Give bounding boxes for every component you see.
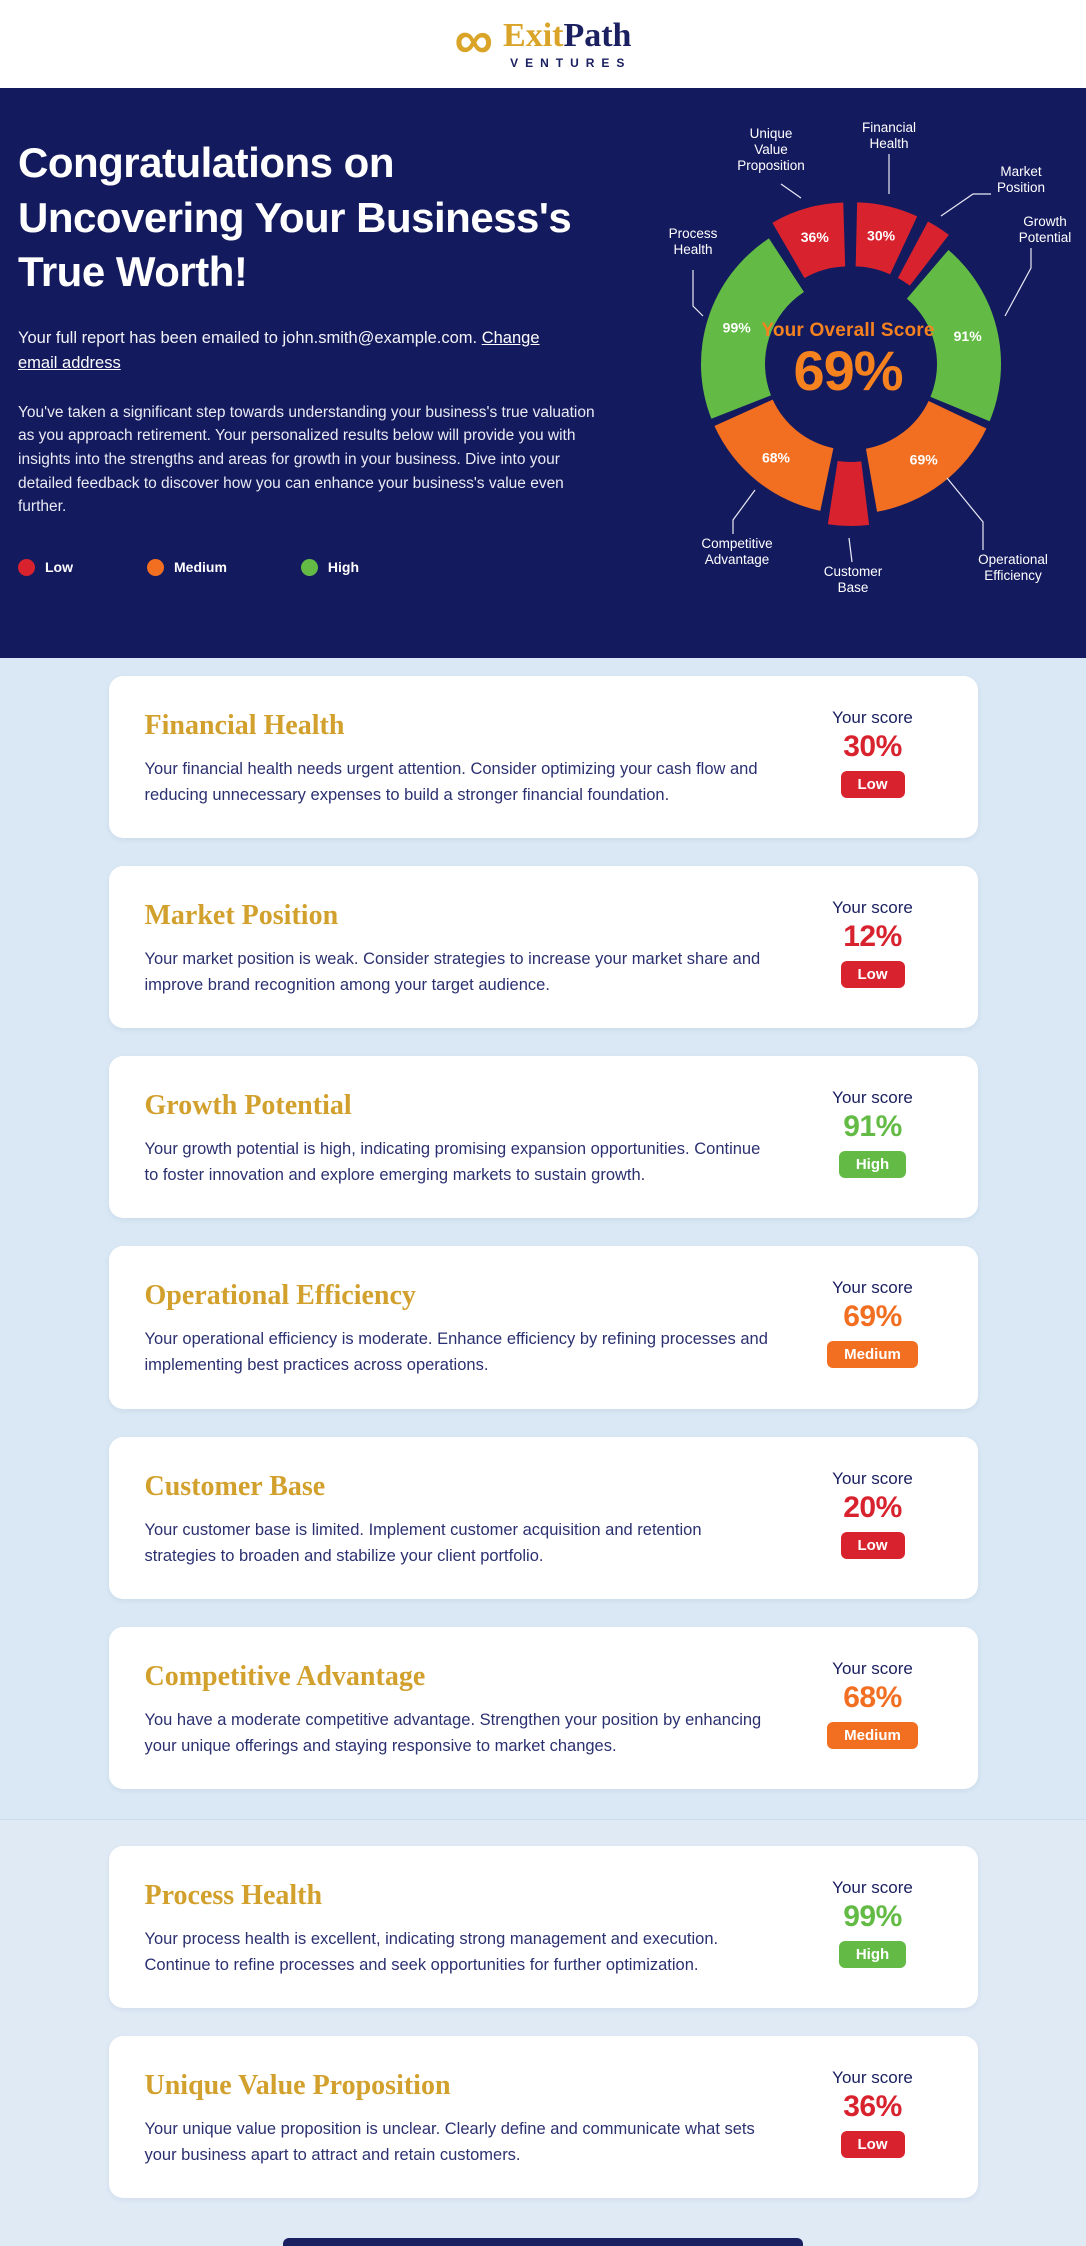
card-description: Your unique value proposition is unclear. Clearly define and communicate what sets your business apart to attract and retain customers.: [144, 2119, 755, 2164]
score-value: 69%: [843, 1300, 902, 1334]
results-section-a: [0, 658, 1086, 1819]
infinity-icon: ∞: [454, 10, 494, 70]
legend-dot-low: [18, 559, 35, 576]
segment-category-label: Market Position: [996, 164, 1046, 195]
card-score-block: [798, 708, 948, 798]
segment-value-label: 91%: [953, 327, 982, 344]
email-note: [18, 326, 578, 377]
score-label: Your score: [832, 1877, 913, 1897]
score-value: 36%: [843, 2089, 902, 2123]
change-email-link[interactable]: Change email address: [18, 328, 540, 373]
label-leader-line: [947, 478, 983, 550]
donut-segment-process-health: [701, 238, 804, 418]
segment-value-label: 36%: [800, 229, 829, 246]
band-badge: High: [839, 1151, 906, 1178]
header: [0, 0, 1086, 88]
band-badge: High: [839, 1941, 906, 1968]
donut-segment-customer-base: [828, 461, 869, 526]
hero-heading: Congratulations on Uncovering Your Business's True Worth!: [18, 139, 572, 296]
card-score-block: [798, 1278, 948, 1368]
score-value: 20%: [843, 1490, 902, 1524]
chart-center-value: 69%: [793, 339, 903, 402]
score-label: Your score: [832, 1468, 913, 1488]
segment-value-label: 30%: [867, 227, 896, 244]
card-title: Growth Potential: [144, 1090, 352, 1122]
card-title: Market Position: [144, 900, 339, 932]
label-leader-line: [733, 490, 755, 534]
card-description: Your growth potential is high, indicating promising expansion opportunities. Continue to foster innovation and explore emerging markets to sustain growth.: [144, 1140, 761, 1185]
label-leader-line: [693, 270, 703, 316]
card-title: Process Health: [144, 1879, 323, 1911]
brand-name-secondary: Path: [563, 16, 632, 54]
card-score-block: [798, 1659, 948, 1749]
score-label: Your score: [832, 898, 913, 918]
label-leader-line: [1005, 248, 1031, 316]
legend-label-medium: Medium: [174, 559, 227, 576]
card-score-block: [798, 1469, 948, 1559]
results-section-b: [0, 1819, 1086, 2246]
brand-name-primary: Exit: [503, 16, 564, 54]
label-leader-line: [781, 184, 801, 198]
legend-item-high: [301, 559, 359, 576]
legend-dot-medium: [147, 559, 164, 576]
hero-paragraph: You've taken a significant step towards understanding your business's true valuation as you approach retirement. Your personalized results below will provide you with insights into the strengths and areas for growth in your business. Dive into your detailed feedback to discover how you can enhance your business's value even further.: [18, 403, 595, 516]
result-card: [109, 1846, 978, 2008]
result-card: [109, 1437, 978, 1599]
card-description: Your market position is weak. Consider strategies to increase your market share and improve brand recognition among your target audience.: [144, 950, 761, 995]
legend-dot-high: [301, 559, 318, 576]
segment-category-label: Unique Value Proposition: [737, 126, 805, 173]
score-label: Your score: [832, 1088, 913, 1108]
score-value: 12%: [843, 920, 902, 954]
score-label: Your score: [832, 2067, 913, 2087]
segment-category-label: Customer Base: [823, 564, 883, 595]
card-description: Your operational efficiency is moderate. Enhance efficiency by refining processes and implementing best practices across operations.: [144, 1330, 768, 1375]
result-card: [109, 1246, 978, 1408]
result-card: [109, 1056, 978, 1218]
card-title: Financial Health: [144, 710, 345, 741]
email-note-text: Your full report has been emailed to john.smith@example.com.: [18, 328, 482, 347]
segment-value-label: 69%: [909, 451, 938, 468]
score-label: Your score: [832, 1278, 913, 1298]
hero-text-column: [18, 102, 616, 576]
band-badge: Low: [841, 2131, 905, 2158]
score-label: Your score: [832, 708, 913, 727]
hero-section: [0, 88, 1086, 658]
label-leader-line: [941, 194, 991, 216]
segment-value-label: 99%: [722, 319, 751, 336]
legend-label-low: Low: [45, 559, 73, 576]
score-value: 99%: [843, 1899, 902, 1933]
card-score-block: [798, 898, 948, 988]
brand-name: [503, 16, 632, 54]
segment-category-label: Operational Efficiency: [978, 552, 1048, 583]
footer-bar: [283, 2238, 803, 2246]
segment-value-label: 68%: [761, 449, 791, 466]
result-card: [109, 676, 978, 838]
card-title: Unique Value Proposition: [144, 2069, 451, 2101]
band-badge: Low: [841, 771, 905, 798]
overall-score-donut-chart: [618, 102, 1084, 618]
segment-category-label: Growth Potential: [1018, 214, 1072, 245]
brand-logo: [454, 10, 632, 70]
label-leader-line: [849, 538, 852, 562]
band-badge: Low: [841, 961, 905, 988]
card-score-block: [798, 1878, 948, 1968]
legend-item-medium: [147, 559, 227, 576]
score-label: Your score: [832, 1658, 913, 1678]
segment-category-label: Competitive Advantage: [701, 536, 773, 567]
card-description: Your customer base is limited. Implement customer acquisition and retention strategies to broaden and stabilize your client portfolio.: [144, 1520, 702, 1565]
score-legend: [18, 559, 616, 576]
band-badge: Medium: [827, 1722, 918, 1749]
result-card: [109, 866, 978, 1028]
band-badge: Medium: [827, 1341, 918, 1368]
card-description: Your financial health needs urgent attention. Consider optimizing your cash flow and reducing unnecessary expenses to build a stronger financial foundation.: [144, 760, 758, 805]
brand-tagline: VENTURES: [510, 55, 632, 70]
result-card: [109, 2036, 978, 2198]
card-title: Operational Efficiency: [144, 1280, 416, 1312]
score-value: 30%: [843, 730, 902, 763]
score-value: 68%: [843, 1680, 902, 1714]
donut-chart-svg: [618, 102, 1084, 618]
result-card: [109, 1627, 978, 1789]
band-badge: Low: [841, 1532, 905, 1559]
card-description: You have a moderate competitive advantage. Strengthen your position by enhancing your unique offerings and staying responsive to market changes.: [144, 1710, 762, 1755]
card-score-block: [798, 1088, 948, 1178]
score-value: 91%: [843, 1110, 902, 1144]
brand-text: [503, 16, 632, 70]
card-score-block: [798, 2068, 948, 2158]
legend-label-high: High: [327, 559, 359, 576]
segment-category-label: Process Health: [668, 226, 718, 257]
legend-item-low: [18, 559, 73, 576]
chart-center-label: Your Overall Score: [761, 320, 935, 341]
card-title: Customer Base: [144, 1470, 326, 1502]
card-title: Competitive Advantage: [144, 1660, 426, 1692]
segment-category-label: Financial Health: [861, 120, 917, 151]
card-description: Your process health is excellent, indicating strong management and execution. Continue to refine processes and seek opportunities for further optimization.: [144, 1929, 719, 1974]
